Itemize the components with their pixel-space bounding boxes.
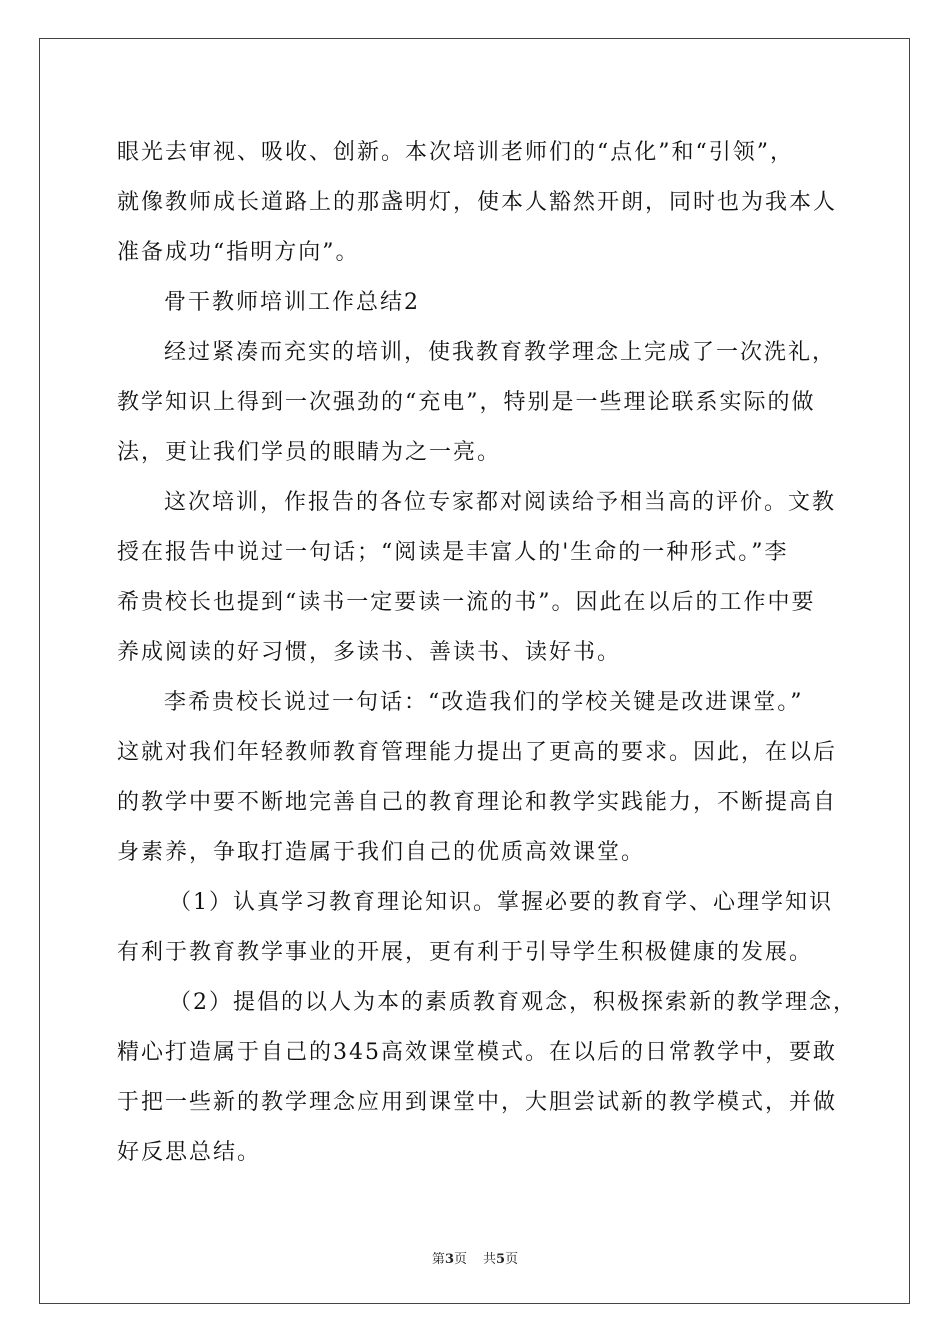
page-footer <box>0 1248 950 1267</box>
text-line: 精心打造属于自己的345高效课堂模式。在以后的日常教学中，要敢 <box>117 1040 837 1065</box>
text-line: 于把一些新的教学理念应用到课堂中，大胆尝试新的教学模式，并做 <box>117 1090 838 1115</box>
total-suffix: 页 <box>505 1252 519 1267</box>
document-body <box>117 128 857 1178</box>
current-page-number: 3 <box>444 1252 454 1267</box>
text-line: 的教学中要不断地完善自己的教育理论和教学实践能力，不断提高自 <box>117 790 838 815</box>
total-prefix: 共 <box>483 1252 497 1267</box>
text-line: 准备成功“指明方向”。 <box>117 240 360 265</box>
text-line: 这次培训，作报告的各位专家都对阅读给予相当高的评价。文教 <box>164 490 837 515</box>
text-line: 好反思总结。 <box>117 1140 262 1165</box>
section-heading: 骨干教师培训工作总结2 <box>164 290 420 315</box>
text-line: 身素养，争取打造属于我们自己的优质高效课堂。 <box>117 840 646 865</box>
text-line: 这就对我们年轻教师教育管理能力提出了更高的要求。因此，在以后 <box>117 740 838 765</box>
text-line: 有利于教育教学事业的开展，更有利于引导学生积极健康的发展。 <box>117 940 814 965</box>
text-line: （2）提倡的以人为本的素质教育观念，积极探索新的教学理念， <box>169 990 857 1015</box>
text-line: 经过紧凑而充实的培训，使我教育教学理念上完成了一次洗礼， <box>164 340 837 365</box>
text-line: 就像教师成长道路上的那盏明灯，使本人豁然开朗，同时也为我本人 <box>117 190 838 215</box>
text-line: 李希贵校长说过一句话：“改造我们的学校关键是改进课堂。” <box>164 690 804 715</box>
total-page-number: 5 <box>496 1252 506 1267</box>
text-line: 养成阅读的好习惯，多读书、善读书、读好书。 <box>117 640 622 665</box>
text-line: 授在报告中说过一句话；“阅读是丰富人的'生命的一种形式。”李 <box>117 540 789 565</box>
text-line: 法，更让我们学员的眼睛为之一亮。 <box>117 440 502 465</box>
text-line: 教学知识上得到一次强劲的“充电”，特别是一些理论联系实际的做 <box>117 390 816 415</box>
text-line: （1）认真学习教育理论知识。掌握必要的教育学、心理学知识 <box>169 890 833 915</box>
page-prefix: 第 <box>431 1252 445 1267</box>
text-line: 眼光去审视、吸收、创新。本次培训老师们的“点化”和“引领”， <box>117 140 794 165</box>
text-line: 希贵校长也提到“读书一定要读一流的书”。因此在以后的工作中要 <box>117 590 816 615</box>
page-suffix: 页 <box>453 1252 467 1267</box>
